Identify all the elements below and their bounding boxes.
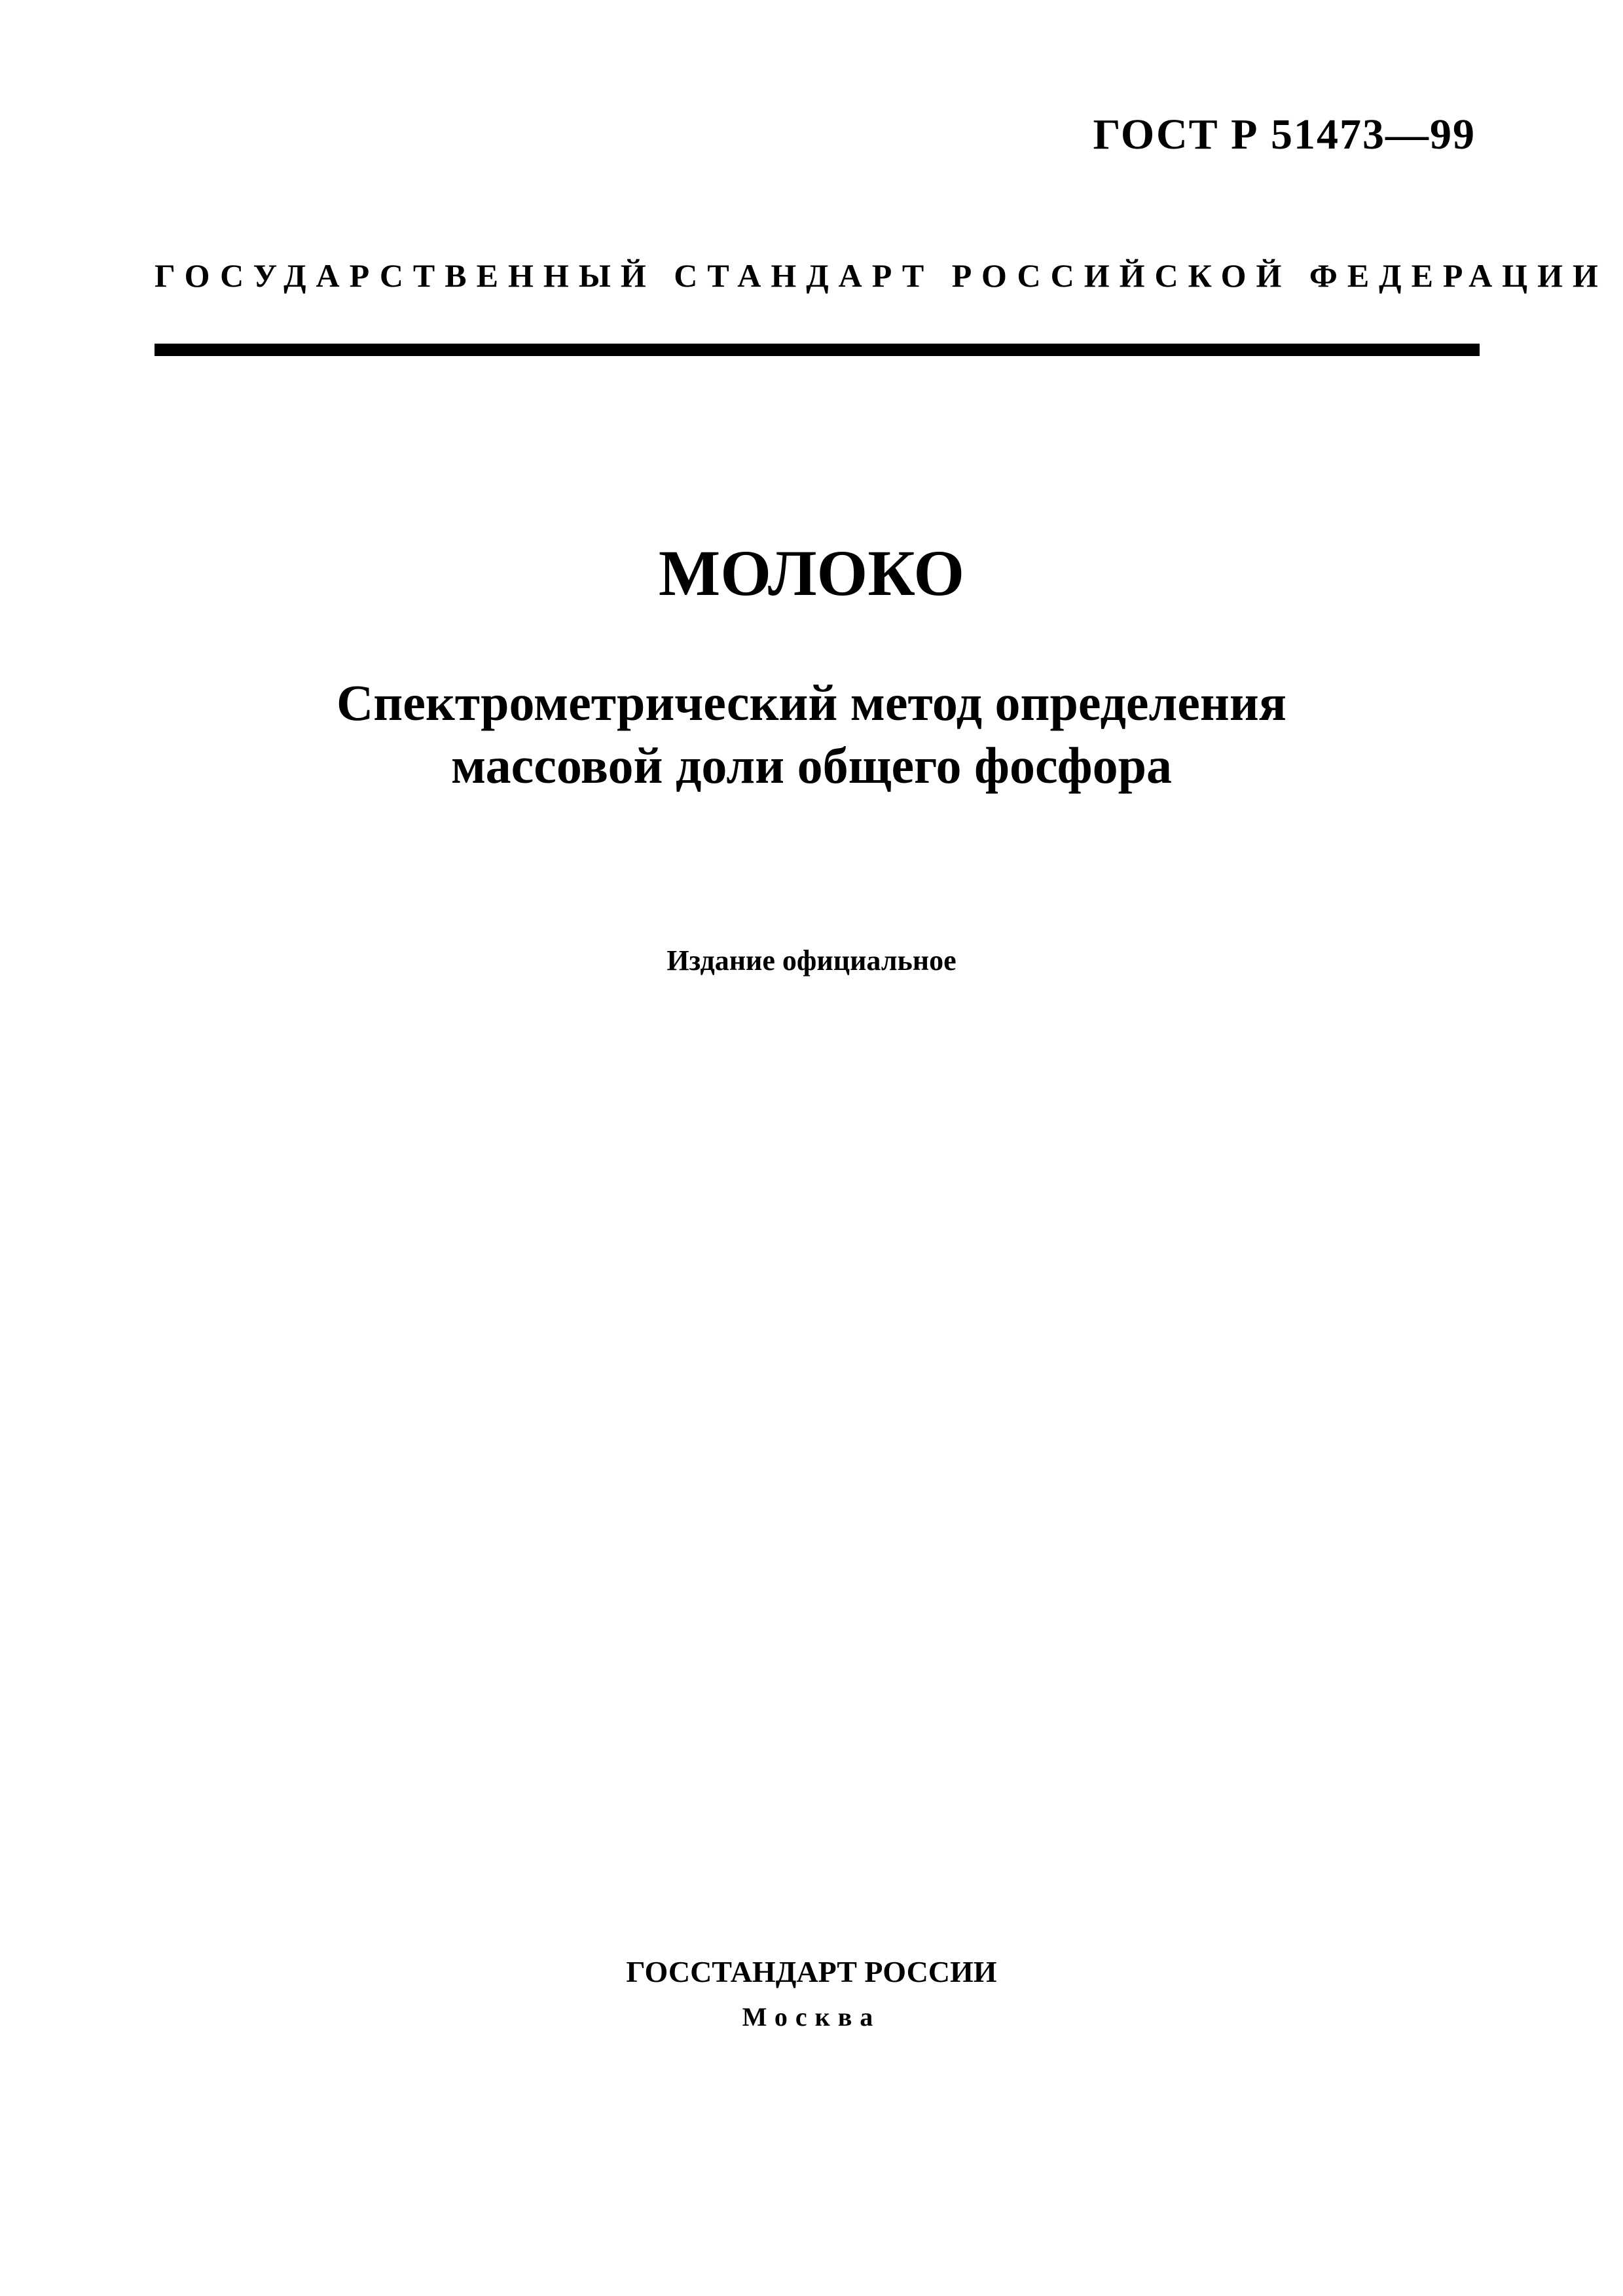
header-rule bbox=[155, 344, 1480, 356]
standard-number: ГОСТ Р 51473—99 bbox=[1093, 111, 1476, 158]
subtitle-line-2: массовой доли общего фосфора bbox=[451, 737, 1172, 794]
edition-label: Издание официальное bbox=[666, 944, 957, 977]
subtitle-line-1: Спектрометрический метод определения bbox=[336, 674, 1287, 731]
publication-city: Москва bbox=[742, 2002, 881, 2032]
document-title: МОЛОКО bbox=[658, 537, 965, 609]
standard-header: ГОСУДАРСТВЕННЫЙ СТАНДАРТ РОССИЙСКОЙ ФЕДЕРАЦИИ bbox=[155, 257, 1608, 294]
publisher-name: ГОССТАНДАРТ РОССИИ bbox=[626, 1955, 997, 1988]
document-subtitle bbox=[0, 672, 1623, 797]
